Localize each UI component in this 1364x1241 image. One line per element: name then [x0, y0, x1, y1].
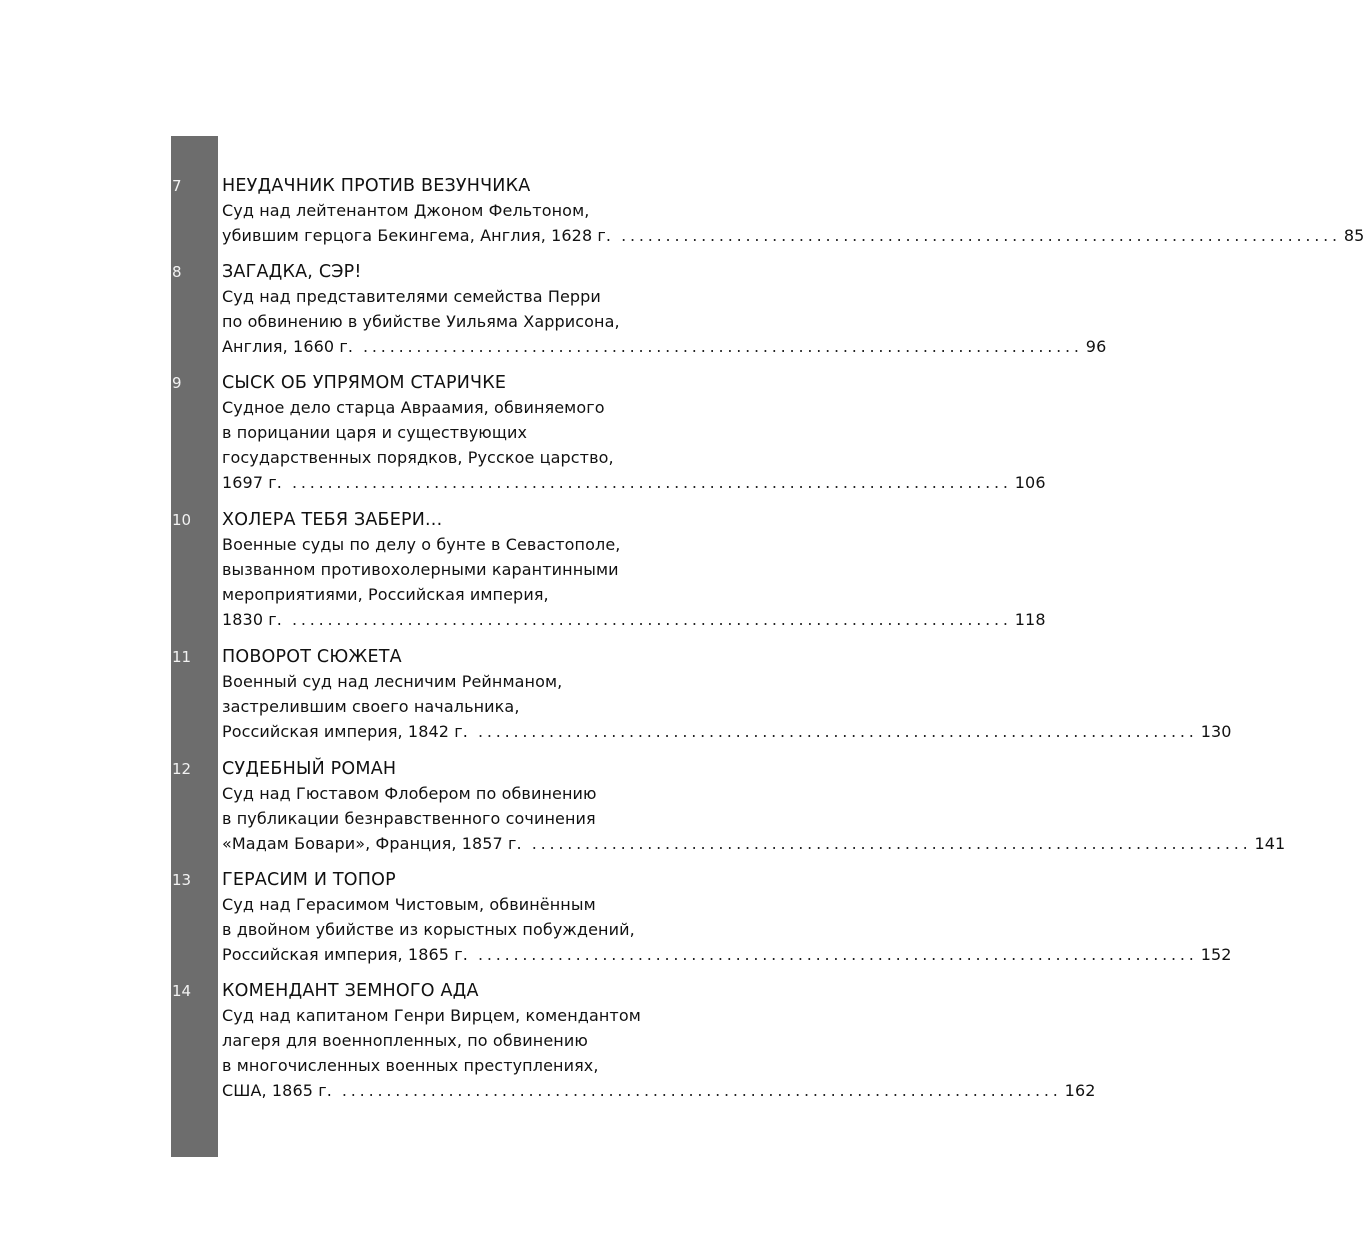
chapter-number: 10	[172, 511, 192, 529]
chapter-title: ПОВОРОТ СЮЖЕТА	[222, 647, 402, 667]
chapter-description-text: 1697 г.	[222, 473, 282, 492]
chapter-description-last-line	[222, 719, 1232, 744]
page-number: 85	[1343, 226, 1364, 245]
chapter-description-text: Российская империя, 1842 г.	[222, 722, 468, 741]
chapter-description-line: Суд над Гюставом Флобером по обвинению	[222, 784, 597, 803]
chapter-description-text: «Мадам Бовари», Франция, 1857 г.	[222, 834, 522, 853]
dot-leader: .................................................................................	[477, 722, 1198, 741]
chapter-title: ГЕРАСИМ И ТОПОР	[222, 870, 396, 890]
chapter-description-last-line	[222, 607, 1046, 632]
chapter-description-text: Российская империя, 1865 г.	[222, 945, 468, 964]
chapter-title: СЫСК ОБ УПРЯМОМ СТАРИЧКЕ	[222, 373, 507, 393]
chapter-description-text: Англия, 1660 г.	[222, 337, 354, 356]
chapter-description-last-line	[222, 470, 1046, 495]
chapter-description-line: по обвинению в убийстве Уильяма Харрисона,	[222, 312, 620, 331]
chapter-description-line: Военные суды по делу о бунте в Севастополе,	[222, 535, 621, 554]
chapter-number: 11	[172, 648, 192, 666]
dot-leader: .................................................................................	[292, 610, 1012, 629]
chapter-title: КОМЕНДАНТ ЗЕМНОГО АДА	[222, 981, 479, 1001]
chapter-description-line: в многочисленных военных преступлениях,	[222, 1056, 599, 1075]
chapter-description-line: Суд над капитаном Генри Вирцем, комендантом	[222, 1006, 641, 1025]
chapter-title: СУДЕБНЫЙ РОМАН	[222, 759, 397, 779]
dot-leader: .................................................................................	[341, 1081, 1062, 1100]
page-number: 141	[1254, 834, 1286, 853]
chapter-description-last-line	[222, 831, 1286, 856]
chapter-title: ЗАГАДКА, СЭР!	[222, 262, 362, 282]
chapter-description-last-line	[222, 942, 1232, 967]
chapter-description-line: лагеря для военнопленных, по обвинению	[222, 1031, 588, 1050]
chapter-number: 12	[172, 760, 192, 778]
chapter-number: 13	[172, 871, 192, 889]
dot-leader: .................................................................................	[363, 337, 1083, 356]
page-number: 152	[1200, 945, 1232, 964]
chapter-number: 8	[172, 263, 182, 281]
chapter-description-text: 1830 г.	[222, 610, 282, 629]
chapter-description-line: Судное дело старца Авраамия, обвиняемого	[222, 398, 605, 417]
chapter-description-line: вызванном противохолерными карантинными	[222, 560, 619, 579]
chapter-description-line: Суд над Герасимом Чистовым, обвинённым	[222, 895, 596, 914]
chapter-description-line: застрелившим своего начальника,	[222, 697, 520, 716]
chapter-description-line: государственных порядков, Русское царство,	[222, 448, 614, 467]
dot-leader: .................................................................................	[477, 945, 1198, 964]
chapter-description-last-line	[222, 223, 1364, 248]
chapter-number: 14	[172, 982, 192, 1000]
chapter-title: ХОЛЕРА ТЕБЯ ЗАБЕРИ...	[222, 510, 443, 530]
chapter-description-line: Суд над представителями семейства Перри	[222, 287, 601, 306]
chapter-description-line: в публикации безнравственного сочинения	[222, 809, 596, 828]
chapter-number: 7	[172, 177, 182, 195]
chapter-description-line: в порицании царя и существующих	[222, 423, 528, 442]
page-number: 118	[1014, 610, 1046, 629]
chapter-number: 9	[172, 374, 182, 392]
page-number: 130	[1200, 722, 1232, 741]
dot-leader: .................................................................................	[621, 226, 1341, 245]
dot-leader: .................................................................................	[292, 473, 1012, 492]
page-number: 162	[1064, 1081, 1096, 1100]
chapter-description-line: Суд над лейтенантом Джоном Фельтоном,	[222, 201, 590, 220]
page-number: 96	[1085, 337, 1107, 356]
chapter-description-last-line	[222, 334, 1107, 359]
chapter-description-last-line	[222, 1078, 1096, 1103]
chapter-description-line: Военный суд над лесничим Рейнманом,	[222, 672, 563, 691]
chapter-description-line: в двойном убийстве из корыстных побуждений,	[222, 920, 635, 939]
chapter-description-text: США, 1865 г.	[222, 1081, 332, 1100]
page-number: 106	[1014, 473, 1046, 492]
dot-leader: .................................................................................	[531, 834, 1252, 853]
chapter-description-line: мероприятиями, Российская империя,	[222, 585, 549, 604]
chapter-title: НЕУДАЧНИК ПРОТИВ ВЕЗУНЧИКА	[222, 176, 531, 196]
chapter-description-text: убившим герцога Бекингема, Англия, 1628 г.	[222, 226, 612, 245]
